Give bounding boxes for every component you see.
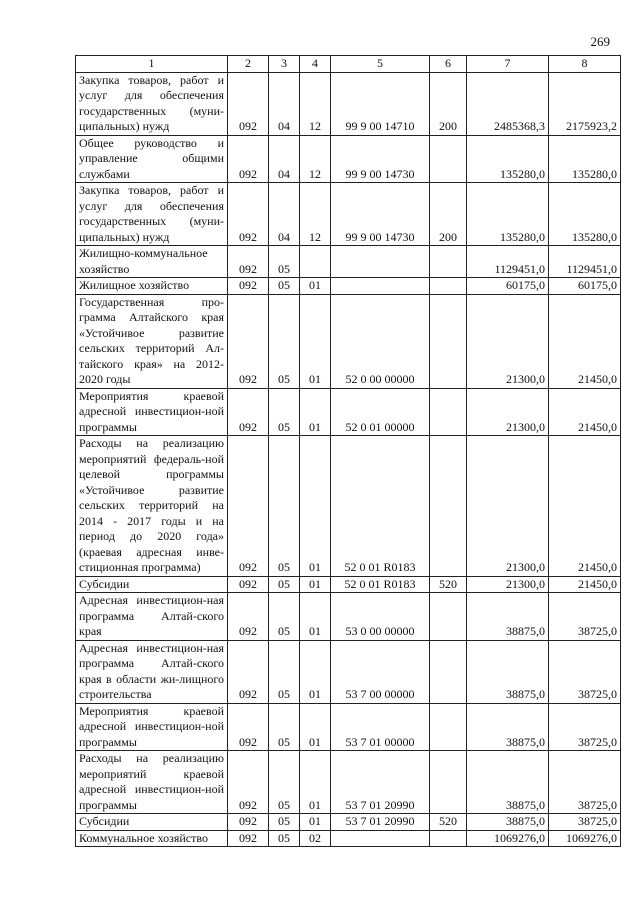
cell-sum-year2: 60175,0 xyxy=(549,278,621,295)
cell-sum-year2: 21450,0 xyxy=(549,294,621,388)
table-row xyxy=(76,183,621,246)
cell-ved: 092 xyxy=(228,436,269,577)
cell-sum-year1: 135280,0 xyxy=(467,135,549,183)
budget-table xyxy=(75,55,621,847)
cell-csr: 53 7 01 00000 xyxy=(331,703,430,751)
table-row xyxy=(76,751,621,814)
cell-csr: 53 7 01 20990 xyxy=(331,751,430,814)
cell-vr xyxy=(430,703,467,751)
cell-pr: 01 xyxy=(300,436,331,577)
cell-sum-year1: 38875,0 xyxy=(467,703,549,751)
cell-pr: 01 xyxy=(300,576,331,593)
cell-sum-year2: 21450,0 xyxy=(549,388,621,436)
cell-sum-year2: 1069276,0 xyxy=(549,830,621,847)
cell-ved: 092 xyxy=(228,246,269,278)
cell-name: Адресная инвестицион-ная программа Алтай-ского края xyxy=(76,593,228,641)
cell-sum-year1: 60175,0 xyxy=(467,278,549,295)
cell-pr: 12 xyxy=(300,183,331,246)
cell-name: Адресная инвестицион-ная программа Алтай-ского края в области жи-лищного строительства xyxy=(76,640,228,703)
cell-name: Расходы на реализацию мероприятий федераль-ной целевой программы «Устойчивое развитие сельских территорий на 2014 - 2017 годы и на период до 2020 года» (краевая адресная инве-стиционная программа) xyxy=(76,436,228,577)
cell-name: Расходы на реализацию мероприятий краевой адресной инвестицион-ной программы xyxy=(76,751,228,814)
table-row xyxy=(76,278,621,295)
cell-sum-year1: 21300,0 xyxy=(467,294,549,388)
cell-name: Закупка товаров, работ и услуг для обеспечения государственных (муни-ципальных) нужд xyxy=(76,183,228,246)
cell-sum-year2: 1129451,0 xyxy=(549,246,621,278)
cell-rz: 05 xyxy=(269,703,300,751)
table-row xyxy=(76,388,621,436)
table-row xyxy=(76,135,621,183)
cell-name: Субсидии xyxy=(76,814,228,831)
cell-sum-year1: 135280,0 xyxy=(467,183,549,246)
table-row xyxy=(76,294,621,388)
cell-csr: 99 9 00 14730 xyxy=(331,135,430,183)
cell-vr: 200 xyxy=(430,183,467,246)
cell-rz: 05 xyxy=(269,246,300,278)
cell-ved: 092 xyxy=(228,388,269,436)
page-number: 269 xyxy=(590,34,610,49)
cell-ved: 092 xyxy=(228,751,269,814)
table-row xyxy=(76,72,621,135)
cell-ved: 092 xyxy=(228,576,269,593)
cell-sum-year2: 2175923,2 xyxy=(549,72,621,135)
cell-name: Коммунальное хозяйство xyxy=(76,830,228,847)
cell-csr: 52 0 00 00000 xyxy=(331,294,430,388)
cell-csr: 53 7 00 00000 xyxy=(331,640,430,703)
cell-rz: 05 xyxy=(269,436,300,577)
cell-sum-year2: 38725,0 xyxy=(549,703,621,751)
cell-sum-year2: 135280,0 xyxy=(549,135,621,183)
cell-sum-year2: 38725,0 xyxy=(549,751,621,814)
table-header-row xyxy=(76,56,621,73)
cell-vr xyxy=(430,751,467,814)
cell-ved: 092 xyxy=(228,703,269,751)
cell-sum-year2: 38725,0 xyxy=(549,814,621,831)
cell-ved: 092 xyxy=(228,72,269,135)
cell-pr: 01 xyxy=(300,593,331,641)
cell-csr: 99 9 00 14730 xyxy=(331,183,430,246)
cell-ved: 092 xyxy=(228,135,269,183)
cell-sum-year2: 135280,0 xyxy=(549,183,621,246)
cell-name: Закупка товаров, работ и услуг для обеспечения государственных (муни-ципальных) нужд xyxy=(76,72,228,135)
cell-vr xyxy=(430,593,467,641)
cell-vr xyxy=(430,830,467,847)
cell-csr: 52 0 01 00000 xyxy=(331,388,430,436)
cell-sum-year1: 21300,0 xyxy=(467,436,549,577)
cell-vr xyxy=(430,436,467,577)
cell-vr: 200 xyxy=(430,72,467,135)
cell-sum-year2: 21450,0 xyxy=(549,576,621,593)
cell-pr xyxy=(300,246,331,278)
cell-pr: 01 xyxy=(300,294,331,388)
cell-csr xyxy=(331,278,430,295)
cell-pr: 01 xyxy=(300,814,331,831)
cell-vr xyxy=(430,388,467,436)
table-row xyxy=(76,640,621,703)
cell-rz: 05 xyxy=(269,294,300,388)
cell-ved: 092 xyxy=(228,294,269,388)
cell-rz: 04 xyxy=(269,135,300,183)
cell-sum-year1: 1129451,0 xyxy=(467,246,549,278)
header-cell: 6 xyxy=(430,56,467,73)
cell-pr: 01 xyxy=(300,640,331,703)
cell-sum-year2: 21450,0 xyxy=(549,436,621,577)
cell-name: Субсидии xyxy=(76,576,228,593)
cell-vr xyxy=(430,135,467,183)
cell-sum-year2: 38725,0 xyxy=(549,593,621,641)
cell-vr xyxy=(430,246,467,278)
table-row xyxy=(76,593,621,641)
cell-csr: 99 9 00 14710 xyxy=(331,72,430,135)
cell-rz: 05 xyxy=(269,830,300,847)
cell-rz: 05 xyxy=(269,576,300,593)
cell-pr: 12 xyxy=(300,72,331,135)
cell-ved: 092 xyxy=(228,278,269,295)
cell-rz: 05 xyxy=(269,278,300,295)
cell-csr: 53 7 01 20990 xyxy=(331,814,430,831)
cell-vr: 520 xyxy=(430,576,467,593)
cell-sum-year2: 38725,0 xyxy=(549,640,621,703)
cell-vr xyxy=(430,278,467,295)
cell-pr: 01 xyxy=(300,278,331,295)
table-row xyxy=(76,436,621,577)
header-cell: 8 xyxy=(549,56,621,73)
cell-name: Мероприятия краевой адресной инвестицион-ной программы xyxy=(76,703,228,751)
cell-ved: 092 xyxy=(228,593,269,641)
cell-csr: 53 0 00 00000 xyxy=(331,593,430,641)
cell-csr: 52 0 01 R0183 xyxy=(331,436,430,577)
cell-sum-year1: 38875,0 xyxy=(467,640,549,703)
header-cell: 4 xyxy=(300,56,331,73)
cell-name: Государственная про-грамма Алтайского края «Устойчивое развитие сельских территорий Ал-тайского края» на 2012-2020 годы xyxy=(76,294,228,388)
cell-name: Жилищно-коммунальное хозяйство xyxy=(76,246,228,278)
cell-pr: 01 xyxy=(300,703,331,751)
cell-sum-year1: 21300,0 xyxy=(467,576,549,593)
header-cell: 2 xyxy=(228,56,269,73)
cell-rz: 04 xyxy=(269,183,300,246)
cell-sum-year1: 38875,0 xyxy=(467,593,549,641)
cell-pr: 01 xyxy=(300,751,331,814)
header-cell: 1 xyxy=(76,56,228,73)
cell-rz: 05 xyxy=(269,814,300,831)
cell-vr xyxy=(430,294,467,388)
cell-pr: 02 xyxy=(300,830,331,847)
cell-rz: 05 xyxy=(269,751,300,814)
cell-name: Жилищное хозяйство xyxy=(76,278,228,295)
cell-ved: 092 xyxy=(228,640,269,703)
table-row xyxy=(76,246,621,278)
cell-sum-year1: 38875,0 xyxy=(467,751,549,814)
cell-ved: 092 xyxy=(228,830,269,847)
cell-vr xyxy=(430,640,467,703)
table-row xyxy=(76,814,621,831)
cell-rz: 04 xyxy=(269,72,300,135)
cell-vr: 520 xyxy=(430,814,467,831)
cell-csr: 52 0 01 R0183 xyxy=(331,576,430,593)
cell-sum-year1: 21300,0 xyxy=(467,388,549,436)
table-row xyxy=(76,703,621,751)
cell-name: Общее руководство и управление общими службами xyxy=(76,135,228,183)
cell-rz: 05 xyxy=(269,640,300,703)
cell-sum-year1: 2485368,3 xyxy=(467,72,549,135)
cell-ved: 092 xyxy=(228,814,269,831)
cell-sum-year1: 38875,0 xyxy=(467,814,549,831)
cell-pr: 01 xyxy=(300,388,331,436)
header-cell: 7 xyxy=(467,56,549,73)
cell-csr xyxy=(331,246,430,278)
cell-ved: 092 xyxy=(228,183,269,246)
cell-sum-year1: 1069276,0 xyxy=(467,830,549,847)
cell-rz: 05 xyxy=(269,593,300,641)
table-row xyxy=(76,576,621,593)
cell-rz: 05 xyxy=(269,388,300,436)
cell-name: Мероприятия краевой адресной инвестицион-ной программы xyxy=(76,388,228,436)
header-cell: 3 xyxy=(269,56,300,73)
table-row xyxy=(76,830,621,847)
header-cell: 5 xyxy=(331,56,430,73)
cell-csr xyxy=(331,830,430,847)
cell-pr: 12 xyxy=(300,135,331,183)
